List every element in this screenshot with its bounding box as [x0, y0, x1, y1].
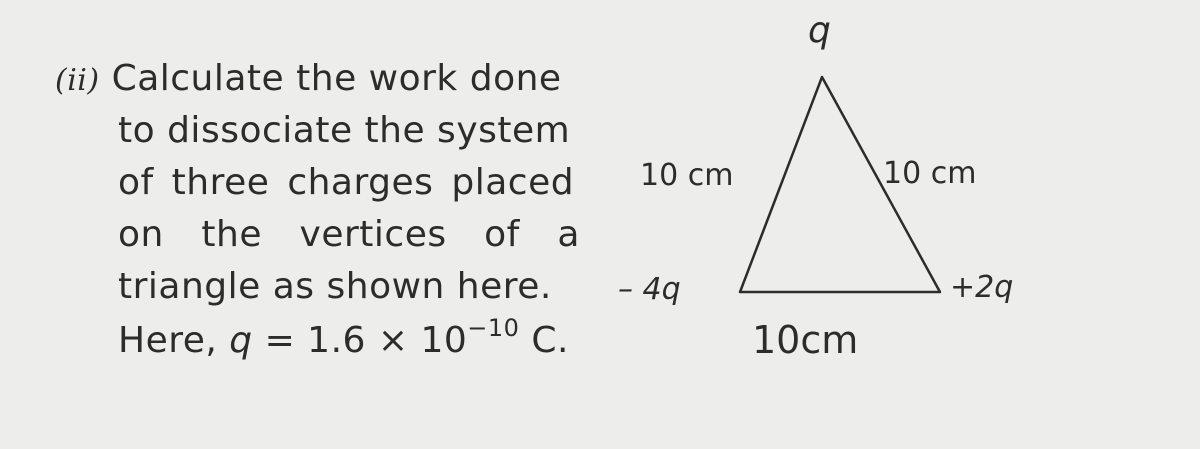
word: on [118, 214, 164, 255]
given-exponent: −10 [467, 314, 520, 342]
right-charge-label: +2q [950, 270, 1014, 305]
question-line-3: of three charges placed [118, 162, 575, 203]
question-line-2: to dissociate the system [118, 110, 571, 151]
word: the [201, 214, 262, 255]
left-charge-label: – 4q [618, 272, 681, 307]
question-line-1-text: Calculate the work done [111, 58, 562, 99]
top-charge-label: q [808, 10, 831, 51]
word: vertices [299, 214, 447, 255]
question-line-5: triangle as shown here. [118, 266, 552, 307]
given-unit: C. [519, 320, 569, 361]
question-number: (ii) [55, 63, 100, 98]
word: of [484, 214, 520, 255]
base-length: 10cm [752, 318, 859, 362]
left-side-length: 10 cm [640, 158, 734, 193]
given-variable: q [229, 320, 253, 361]
given-equation: = 1.6 × 10 [252, 320, 468, 361]
right-side-length: 10 cm [883, 156, 977, 191]
given-prefix: Here, [118, 320, 230, 361]
word: a [557, 214, 580, 255]
